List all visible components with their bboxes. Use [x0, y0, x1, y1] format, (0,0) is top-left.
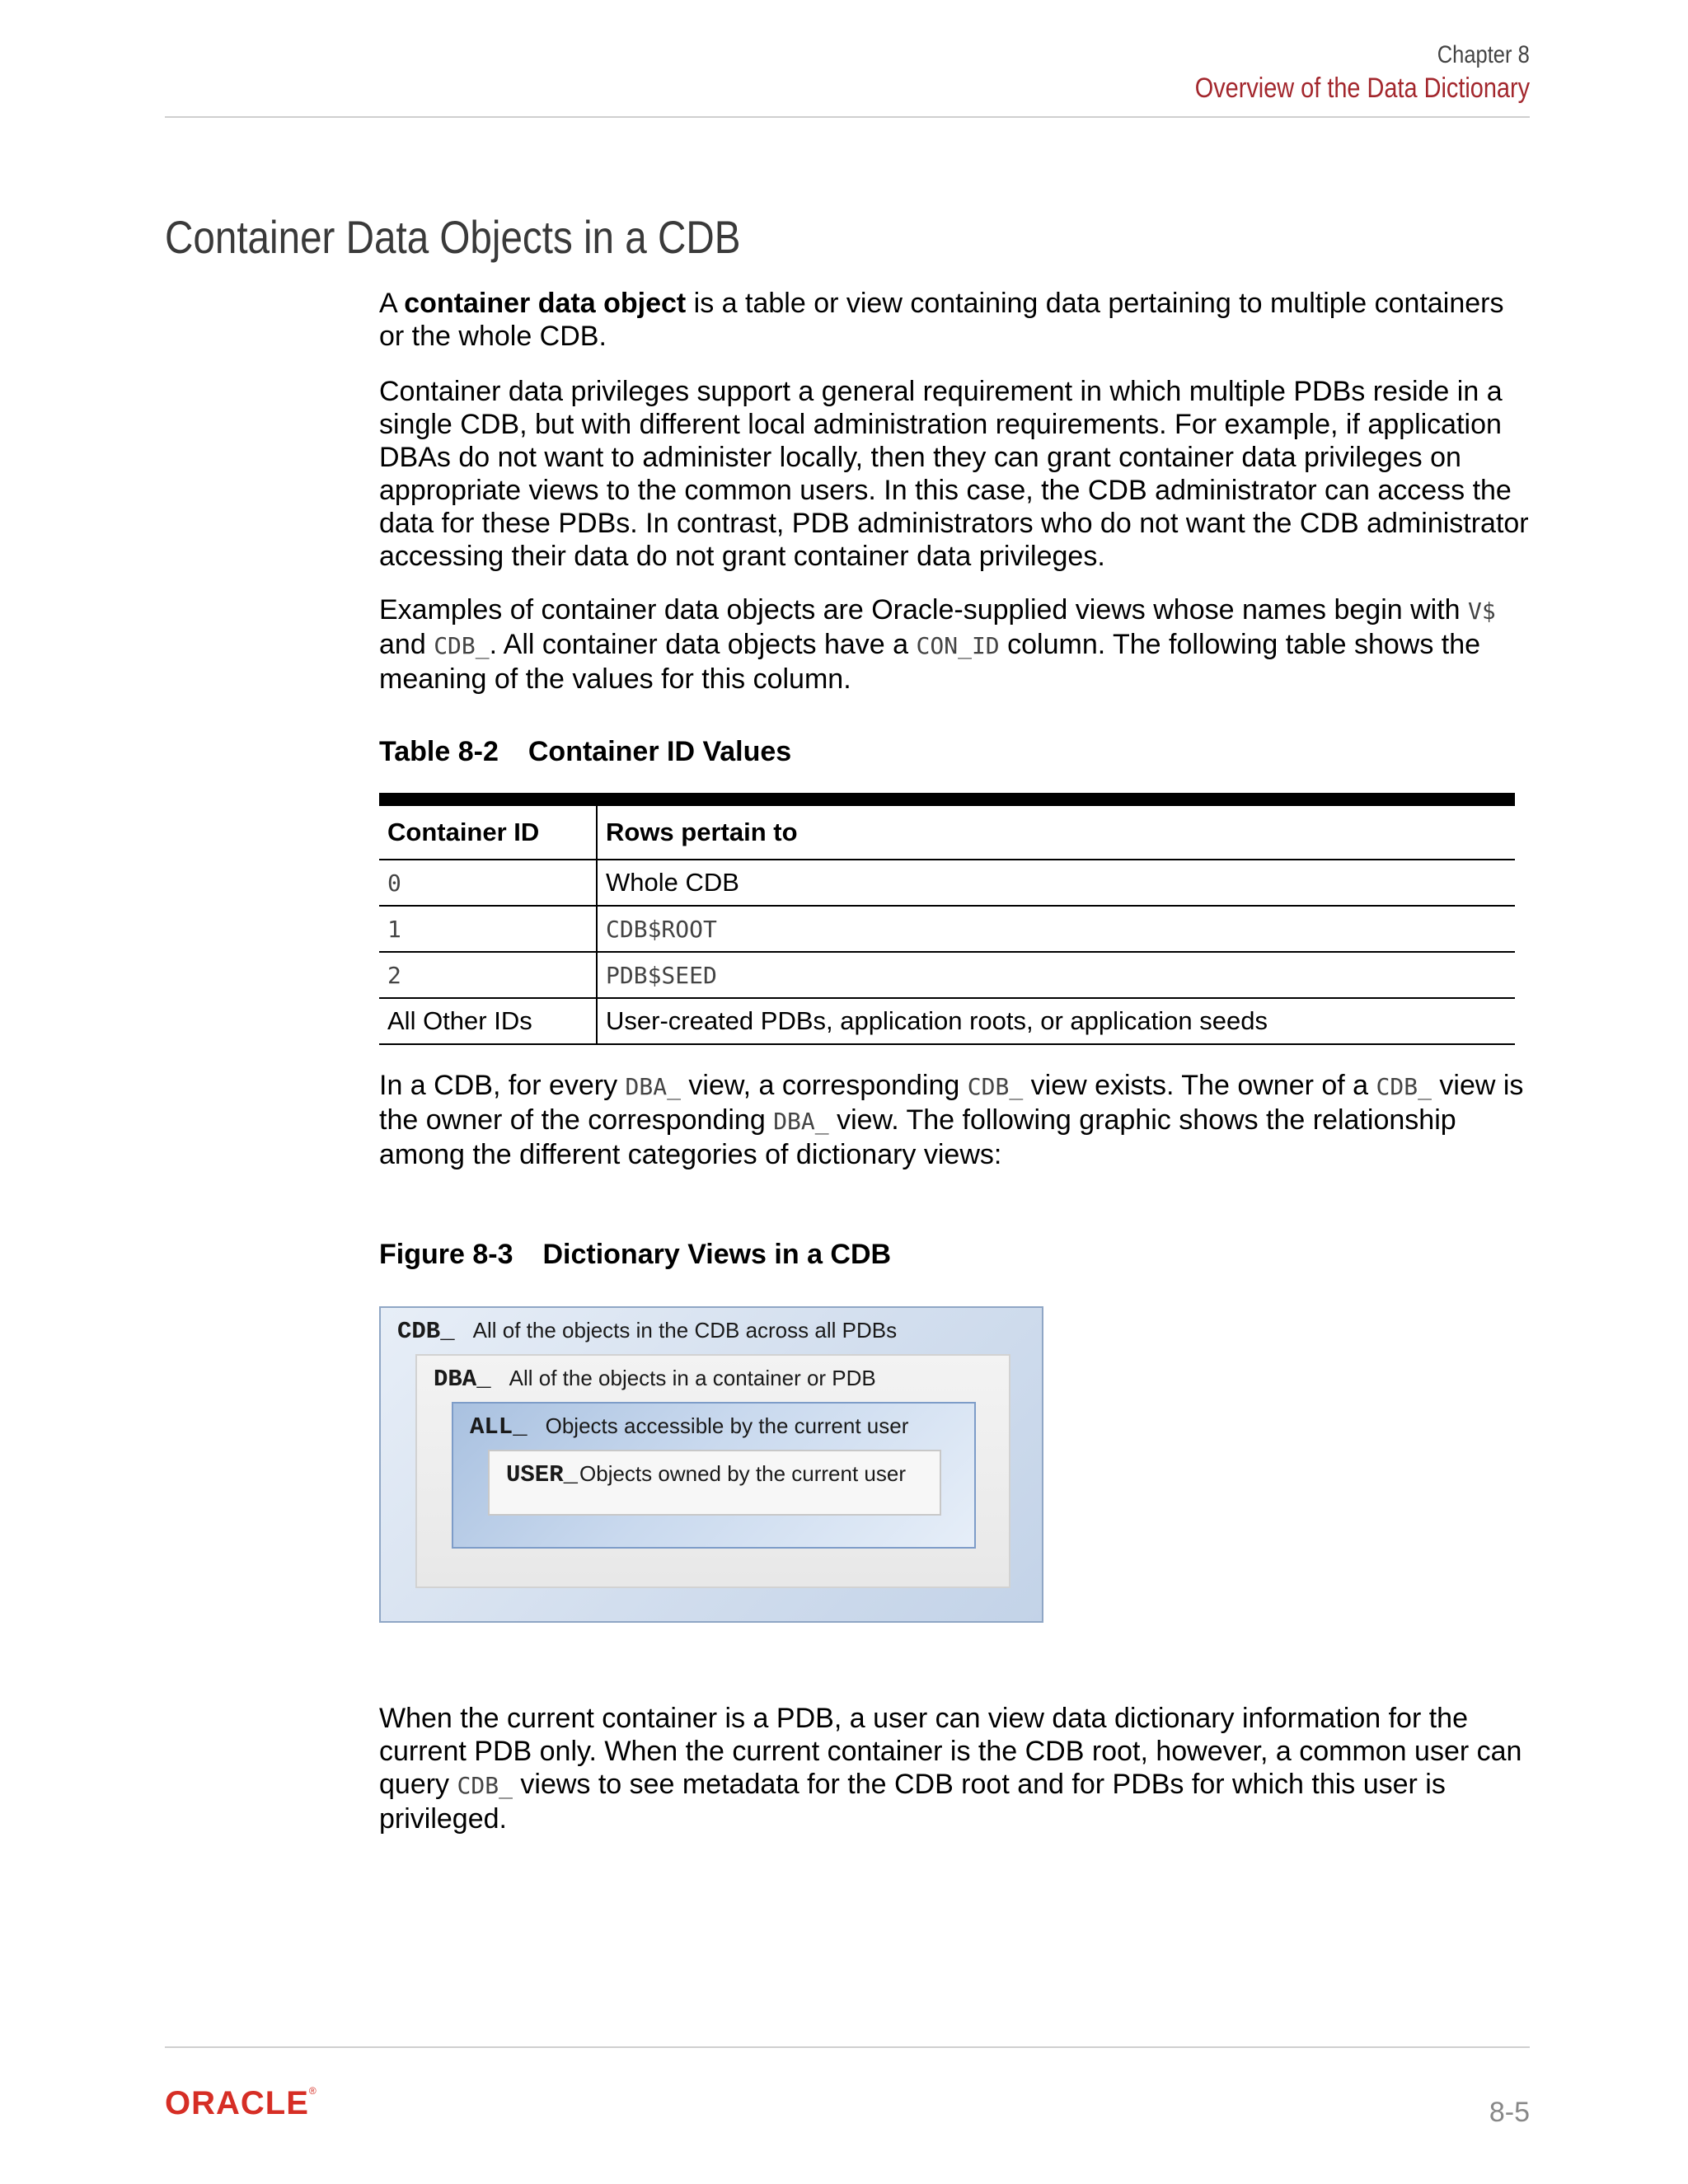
- dba-box-label: DBA_ All of the objects in a container or PDB: [434, 1366, 876, 1393]
- section-title: Container Data Objects in a CDB: [165, 211, 741, 263]
- table-row: [379, 860, 1515, 906]
- term-container-data-object: container data object: [404, 288, 687, 319]
- cdb-box-label: CDB_ All of the objects in the CDB across all PDBs: [397, 1318, 898, 1345]
- page-number: 8-5: [1489, 2097, 1530, 2128]
- table-cell: All Other IDs: [379, 998, 597, 1044]
- all-box: [452, 1402, 976, 1549]
- table-row: [379, 906, 1515, 952]
- code-con-id: CON_ID: [916, 632, 1000, 659]
- table-cell: 2: [379, 952, 597, 998]
- oracle-logo: ORACLE®: [165, 2085, 317, 2121]
- paragraph-pdb-view: When the current container is a PDB, a user can view data dictionary information for the current PDB only. When the current container is the CDB root, however, a common user can query CDB_ views to see metadata for the CDB root and for PDBs for which this user is privileged.: [379, 1703, 1522, 1835]
- table-cell: Whole CDB: [597, 860, 1515, 906]
- header-divider: [165, 116, 1530, 118]
- dba-box: [415, 1354, 1010, 1588]
- paragraph-intro: A container data object is a table or view containing data pertaining to multiple containers or the whole CDB.: [379, 288, 1504, 352]
- chapter-label: Chapter 8: [1437, 41, 1530, 68]
- dictionary-views-figure: [379, 1306, 1043, 1623]
- user-box: [488, 1450, 941, 1516]
- all-box-label: ALL_ Objects accessible by the current user: [470, 1413, 909, 1441]
- table-cell: 1: [379, 906, 597, 952]
- paragraph-dba-cdb: In a CDB, for every DBA_ view, a corresponding CDB_ view exists. The owner of a CDB_ view is the owner of the corresponding DBA_ view. The following graphic shows the relationship among the different categories of dictionary views:: [379, 1070, 1524, 1170]
- chapter-title-link[interactable]: Overview of the Data Dictionary: [1194, 73, 1530, 104]
- table-cell: User-created PDBs, application roots, or application seeds: [597, 998, 1515, 1044]
- column-header: Container ID: [379, 806, 597, 860]
- code-cdb: CDB_: [434, 632, 490, 659]
- container-id-table: [379, 806, 1515, 1045]
- code-v-dollar: V$: [1468, 598, 1496, 625]
- table-cell: PDB$SEED: [597, 952, 1515, 998]
- paragraph-examples: Examples of container data objects are Oracle-supplied views whose names begin with V$ and CDB_. All container data objects have a CON_ID column. The following table shows the meaning of the values for this column.: [379, 594, 1496, 695]
- table-row: [379, 952, 1515, 998]
- table-top-rule: [379, 793, 1515, 806]
- table-row: [379, 998, 1515, 1044]
- footer-divider: [165, 2046, 1530, 2048]
- column-header: Rows pertain to: [597, 806, 1515, 860]
- table-cell: 0: [379, 860, 597, 906]
- figure-caption: Figure 8-3 Dictionary Views in a CDB: [379, 1239, 892, 1270]
- table-header-row: [379, 806, 1515, 860]
- table-cell: CDB$ROOT: [597, 906, 1515, 952]
- paragraph-privileges: Container data privileges support a general requirement in which multiple PDBs reside in a single CDB, but with different local administration requirements. For example, if application DBAs do not want to administer locally, then they can grant container data privileges on appropriate views to the common users. In this case, the CDB administrator can access the data for these PDBs. In contrast, PDB administrators who do not want the CDB administrator accessing their data do not grant container data privileges.: [379, 376, 1529, 572]
- user-box-label: USER_ Objects owned by the current user: [506, 1461, 906, 1488]
- table-caption: Table 8-2 Container ID Values: [379, 736, 792, 767]
